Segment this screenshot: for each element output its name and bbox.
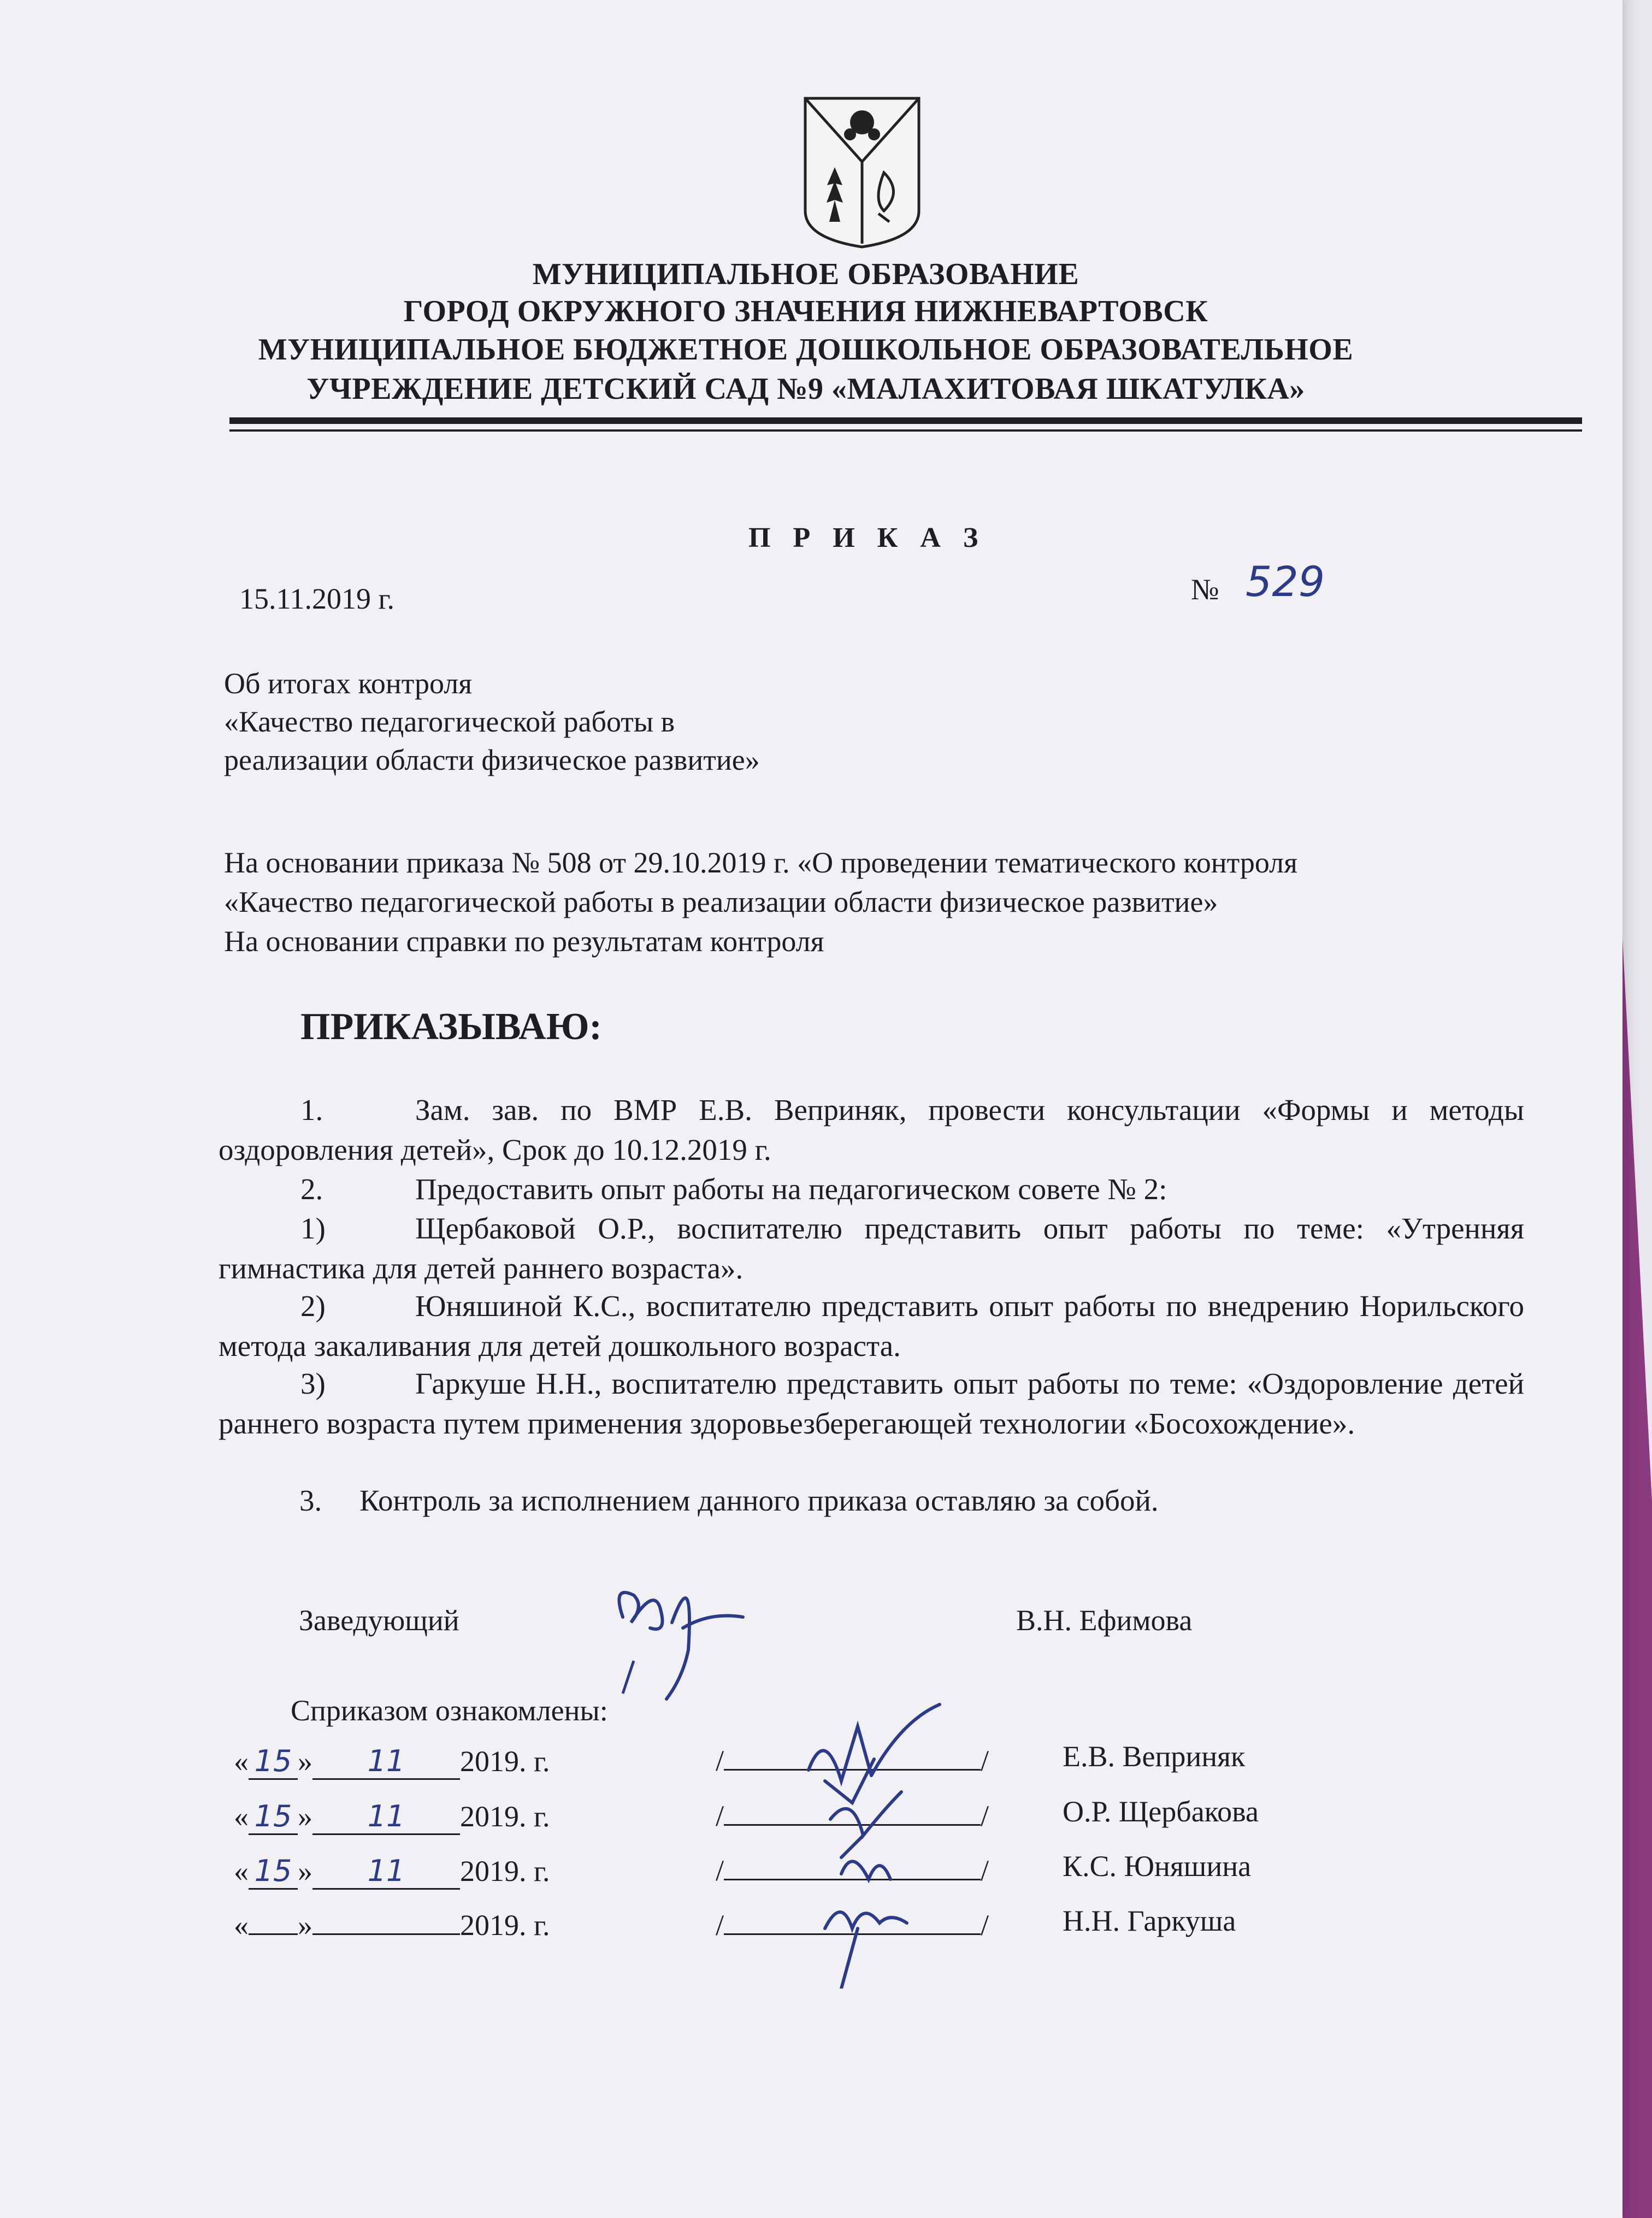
ack-name: Е.В. Веприняк <box>1063 1740 1246 1773</box>
order-item <box>219 1364 1524 1443</box>
ack-signature-line: / / <box>716 1744 989 1777</box>
item-label: 3. <box>299 1484 322 1517</box>
order-item <box>219 1208 1524 1288</box>
ack-day: 15 <box>249 1744 298 1780</box>
ack-date-row-1: « 15 » 11 2019. г. <box>234 1744 550 1780</box>
ack-year: 2019. г. <box>460 1745 550 1778</box>
item-label: 3) <box>300 1367 326 1400</box>
header-line-1: МУНИЦИПАЛЬНОЕ ОБРАЗОВАНИЕ <box>532 257 1079 291</box>
item-text: Зам. зав. по ВМР Е.В. Веприняк, провести консультации «Формы и методы оздоровления детей», Срок до 10.12.2019 г. <box>219 1093 1524 1166</box>
subject-line-3: реализации области физическое развитие» <box>224 744 760 776</box>
document-title: П Р И К А З <box>748 522 986 553</box>
header-line-2: ГОРОД ОКРУЖНОГО ЗНАЧЕНИЯ НИЖНЕВАРТОВСК <box>403 294 1208 328</box>
item-text: Юняшиной К.С., воспитателю представить опыт работы по внедрению Норильского метода закаливания для детей дошкольного возраста. <box>219 1289 1524 1362</box>
basis-line-1: На основании приказа № 508 от 29.10.2019 г. «О проведении тематического контроля <box>224 846 1297 879</box>
ack-day: 15 <box>249 1799 298 1835</box>
ack-day: 15 <box>249 1854 298 1890</box>
document-number-prefix: № <box>1191 573 1219 606</box>
director-signature <box>601 1562 765 1710</box>
item-text: Предоставить опыт работы на педагогическом совете № 2: <box>415 1172 1167 1206</box>
ack-signature-line: / / <box>716 1800 989 1832</box>
ack-month: 11 <box>312 1854 460 1890</box>
acknowledgement-heading: Сприказом ознакомлены: <box>291 1694 608 1727</box>
signatory-position: Заведующий <box>299 1604 459 1637</box>
order-item <box>219 1480 1524 1520</box>
ack-name: К.С. Юняшина <box>1063 1850 1252 1883</box>
ack-date-row-2: « 15 » 11 2019. г. <box>234 1799 550 1835</box>
ack-year: 2019. г. <box>460 1909 550 1942</box>
item-label: 2. <box>300 1172 323 1206</box>
ack-year: 2019. г. <box>460 1800 550 1833</box>
ack-day <box>249 1933 298 1935</box>
item-label: 1. <box>300 1093 323 1126</box>
subject-line-1: Об итогах контроля <box>224 667 473 700</box>
document-date: 15.11.2019 г. <box>239 582 395 615</box>
order-heading: ПРИКАЗЫВАЮ: <box>300 1006 602 1048</box>
ack-signatures <box>776 1694 983 1989</box>
basis-line-3: На основании справки по результатам контроля <box>224 925 824 958</box>
item-label: 2) <box>300 1289 326 1323</box>
ack-month <box>312 1933 460 1935</box>
header-rule-thin <box>229 429 1582 432</box>
signatory-name: В.Н. Ефимова <box>1016 1604 1193 1637</box>
basis-line-2: «Качество педагогической работы в реализации области физическое развитие» <box>224 886 1218 918</box>
ack-date-row-3: « 15 » 11 2019. г. <box>234 1854 550 1890</box>
ack-month: 11 <box>312 1799 460 1835</box>
ack-name: Н.Н. Гаркуша <box>1063 1904 1236 1937</box>
item-text: Щербаковой О.Р., воспитателю представить опыт работы по теме: «Утренняя гимнастика для детей раннего возраста». <box>219 1212 1524 1285</box>
header-line-3: МУНИЦИПАЛЬНОЕ БЮДЖЕТНОЕ ДОШКОЛЬНОЕ ОБРАЗОВАТЕЛЬНОЕ <box>258 333 1354 367</box>
document-number: 529 <box>1246 557 1325 606</box>
ack-name: О.Р. Щербакова <box>1063 1795 1259 1828</box>
ack-year: 2019. г. <box>460 1855 550 1887</box>
item-text: Гаркуше Н.Н., воспитателю представить опыт работы по теме: «Оздоровление детей раннего возраста путем применения здоровьезберегающей технологии «Босохождение». <box>219 1367 1524 1440</box>
order-item <box>219 1090 1524 1170</box>
ack-signature-line: / / <box>716 1909 989 1942</box>
subject-line-2: «Качество педагогической работы в <box>224 705 675 738</box>
ack-signature-line: / / <box>716 1854 989 1887</box>
header-line-4: УЧРЕЖДЕНИЕ ДЕТСКИЙ САД №9 «МАЛАХИТОВАЯ ШКАТУЛКА» <box>306 372 1305 406</box>
coat-of-arms-icon <box>802 96 922 249</box>
item-label: 1) <box>300 1212 326 1245</box>
item-text: Контроль за исполнением данного приказа оставляю за собой. <box>359 1484 1159 1517</box>
ack-date-row-4: « » 2019. г. <box>234 1909 550 1942</box>
order-item <box>219 1286 1524 1366</box>
ack-month: 11 <box>312 1744 460 1780</box>
order-item <box>219 1169 1524 1209</box>
header-rule-thick <box>229 417 1582 424</box>
